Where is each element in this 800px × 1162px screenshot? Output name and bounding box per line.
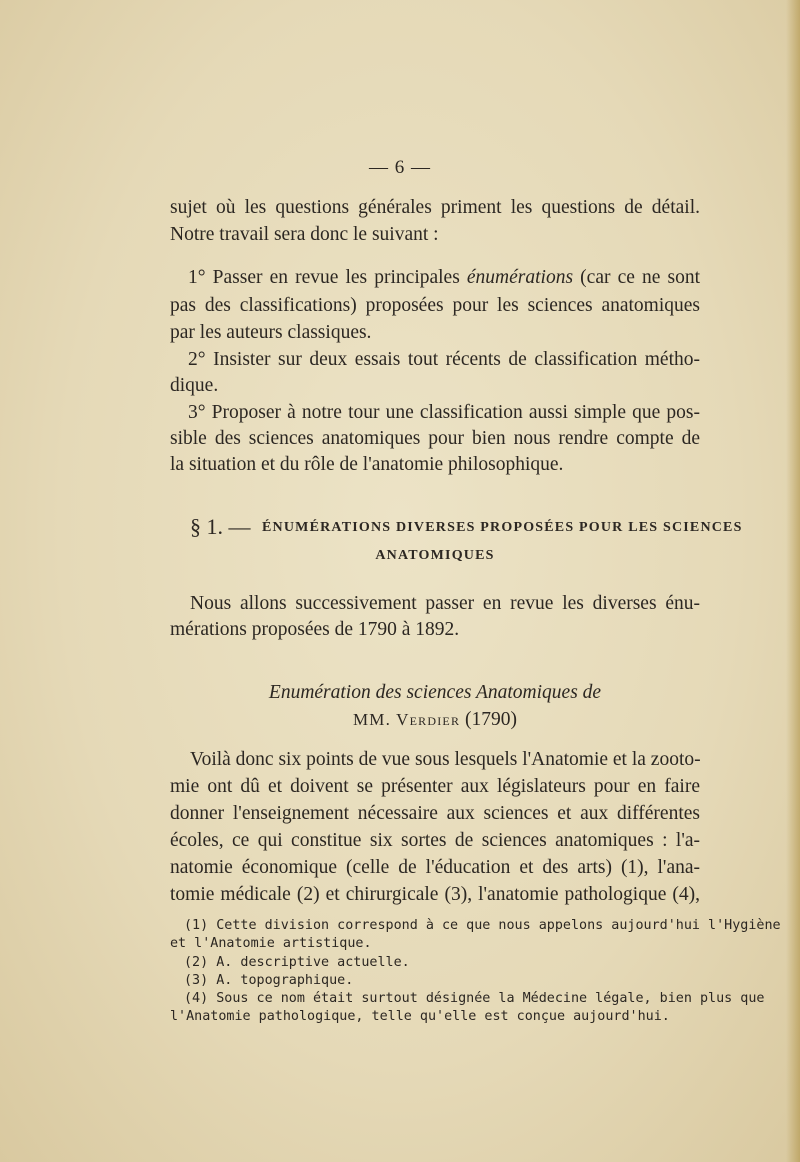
body-line-2: mie ont dû et doivent se présenter aux législateurs pour en faire (170, 776, 700, 797)
subheading-line-2 (170, 707, 700, 733)
footnote-3: (3) A. topographique. (184, 973, 354, 988)
body-line-5: natomie économique (celle de l'éducation et des arts) (1), l'ana- (170, 857, 700, 878)
section-mark: § 1. — (190, 514, 251, 539)
footnote-4-cont: l'Anatomie pathologique, telle qu'elle est conçue aujourd'hui. (170, 1009, 670, 1024)
item1-line-3: par les auteurs classiques. (170, 322, 372, 343)
subheading-year: (1790) (460, 709, 518, 730)
body-line-6: tomie médicale (2) et chirurgicale (3), l'anatomie pathologique (4), (170, 884, 700, 905)
section-intro-line-1: Nous allons successivement passer en revue les diverses énu- (190, 593, 700, 614)
item1-prefix: 1° Passer en revue les principales (188, 267, 467, 288)
body-line-3: donner l'enseignement nécessaire aux sciences et aux différentes (170, 803, 700, 824)
subheading-authors: MM. Verdier (352, 710, 461, 729)
item1-line-1 (188, 265, 700, 291)
section-title-line-2: ANATOMIQUES (375, 548, 495, 563)
intro-line-2: Notre travail sera donc le suivant : (170, 224, 439, 245)
intro-line-1: sujet où les questions générales priment les questions de détail. (170, 197, 700, 218)
section-intro-line-2: mérations proposées de 1790 à 1892. (170, 619, 460, 640)
item1-line-2: pas des classifications) proposées pour les sciences anatomiques (170, 295, 700, 316)
footnote-1-cont: et l'Anatomie artistique. (170, 936, 372, 951)
footnote-1: (1) Cette division correspond à ce que nous appelons aujourd'hui l'Hygiène (184, 918, 781, 933)
page-number: — 6 — (369, 157, 431, 178)
subheading-line-1: Enumération des sciences Anatomiques de (268, 682, 602, 703)
body-line-1: Voilà donc six points de vue sous lesquels l'Anatomie et la zooto- (190, 749, 701, 770)
item3-line-2: sible des sciences anatomiques pour bien nous rendre compte de (170, 428, 700, 449)
section-title-line-1: ÉNUMÉRATIONS DIVERSES PROPOSÉES POUR LES SCIENCES (262, 520, 743, 535)
item3-line-3: la situation et du rôle de l'anatomie philosophique. (170, 454, 564, 475)
section-heading (190, 514, 743, 539)
item1-suffix: (car ce ne sont (573, 267, 700, 288)
footnote-2: (2) A. descriptive actuelle. (184, 955, 410, 970)
footnote-4: (4) Sous ce nom était surtout désignée la Médecine légale, bien plus que (184, 991, 765, 1006)
item2-line-2: dique. (170, 375, 219, 396)
body-line-4: écoles, ce qui constitue six sortes de sciences anatomiques : l'a- (170, 830, 700, 851)
item3-line-1: 3° Proposer à notre tour une classification aussi simple que pos- (188, 402, 700, 423)
item1-emphasis: énumérations (466, 267, 574, 288)
item2-line-1: 2° Insister sur deux essais tout récents de classification métho- (188, 349, 700, 370)
